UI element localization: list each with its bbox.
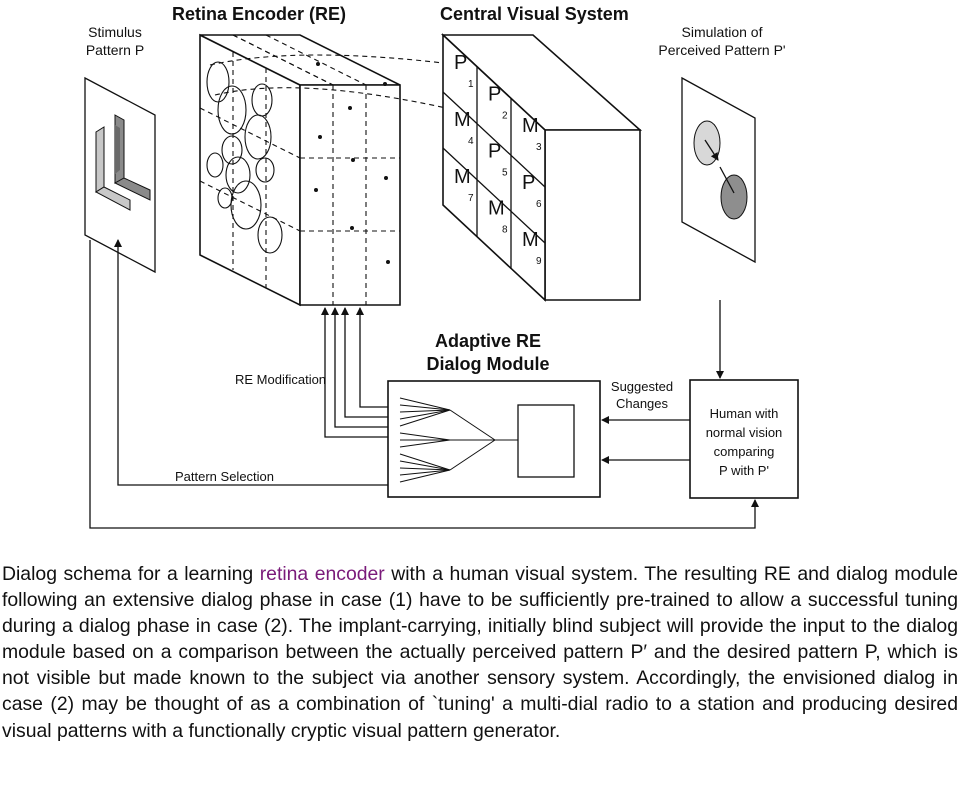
retina-encoder-title: Retina Encoder (RE) (172, 4, 347, 24)
cvs-cell-letter: P (454, 52, 468, 74)
human-label-2: normal vision (705, 425, 783, 440)
caption-text-start: Dialog schema for a learning (2, 563, 260, 585)
re-modification-label: RE Modification (235, 372, 327, 387)
cvs-cell-number: 7 (468, 193, 474, 204)
cvs-cell-number: 5 (502, 167, 508, 179)
cvs-cell-number: 9 (536, 256, 542, 267)
human-comparison-box (690, 380, 798, 498)
retina-encoder-box (200, 35, 460, 305)
human-label-4: P with P' (719, 463, 769, 478)
cvs-cell-letter: M (522, 115, 539, 137)
cvs-cell-letter: M (522, 229, 539, 251)
simulation-panel (682, 78, 755, 262)
figure-caption (2, 561, 958, 744)
cvs-cell-number: 3 (536, 142, 542, 153)
cvs-cell-letter: M (454, 166, 471, 188)
suggested-changes-label-1: Suggested (610, 379, 674, 394)
suggested-changes-label-2: Changes (615, 396, 669, 411)
simulation-label-2: Perceived Pattern P' (658, 42, 786, 58)
cvs-cell-number: 4 (468, 136, 474, 147)
stimulus-pattern-panel (85, 78, 155, 272)
dialog-module-title: Dialog Module (426, 354, 550, 374)
pattern-selection-label: Pattern Selection (175, 469, 275, 484)
simulation-label-1: Simulation of (681, 24, 763, 40)
dialog-module-box (388, 381, 600, 497)
stimulus-label-2: Pattern P (85, 42, 145, 58)
human-label-3: comparing (713, 444, 775, 459)
stimulus-label-1: Stimulus (88, 24, 142, 40)
cvs-cell-letter: P (522, 172, 536, 194)
cvs-cell-number: 2 (502, 110, 508, 122)
cvs-cell-letter: P (488, 140, 502, 163)
cvs-cell-number: 8 (502, 224, 508, 236)
retina-encoder-link[interactable]: retina encoder (259, 563, 385, 585)
human-label-1: Human with (709, 406, 779, 421)
cvs-cell-letter: M (454, 109, 471, 131)
cvs-cell-letter: M (488, 197, 505, 220)
central-visual-system-title: Central Visual System (440, 4, 629, 24)
adaptive-re-title: Adaptive RE (434, 331, 542, 351)
caption-text-rest: with a human visual system. The resulting RE and dialog module following an extensive dialog phase in case (1) have to be sufficiently pre-trained to allow a successful tuning during a dialog phase in case (2). The implant-carrying, initially blind subject will provide the input to the dialog module based on a comparison between the actually perceived pattern P′ and the desired pattern P, which is not visible but made known to the subject via another sensory system. Accordingly, the envisioned dialog in case (2) may be thought of as a combination of `tuning' a multi-dial radio to a station and producing desired visual patterns with a functionally cryptic visual pattern generator. (2, 563, 958, 742)
cvs-cell-letter: P (488, 83, 502, 106)
cvs-cell-number: 6 (536, 199, 542, 210)
cvs-cell-number: 1 (468, 79, 474, 90)
